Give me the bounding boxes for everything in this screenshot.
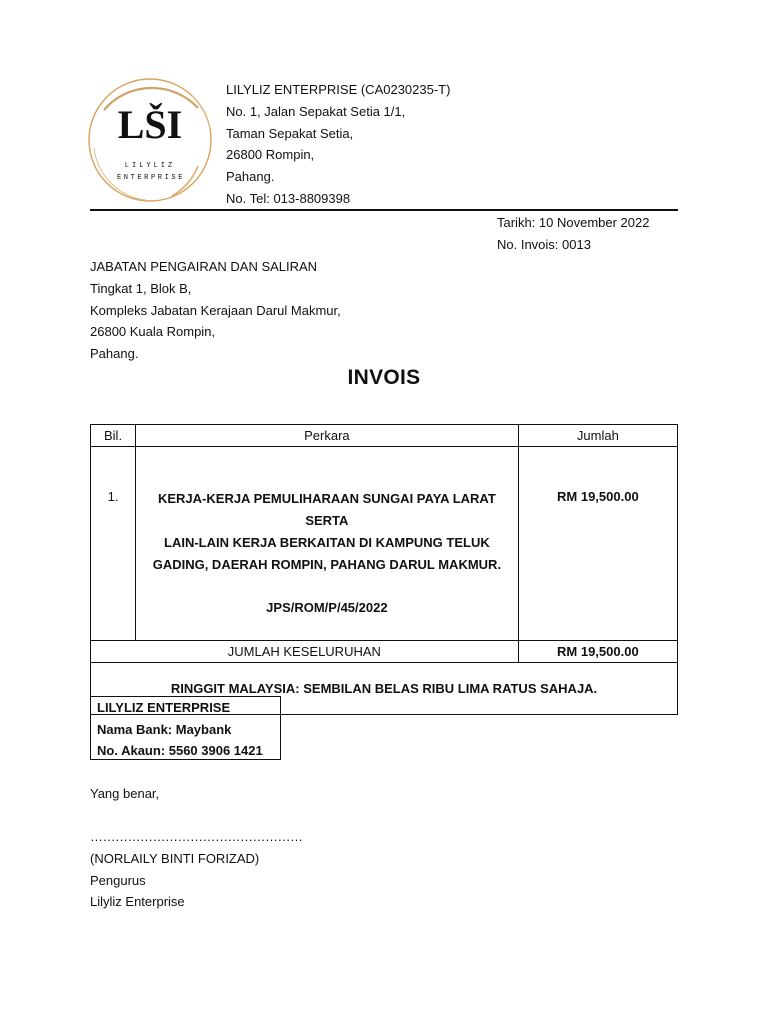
total-row [91, 641, 678, 663]
column-header-bil: Bil. [91, 425, 136, 447]
recipient-name: JABATAN PENGAIRAN DAN SALIRAN [90, 259, 318, 274]
recipient-address [90, 256, 341, 365]
logo-text-line2: ENTERPRISE [116, 174, 186, 182]
signatory-position: Pengurus [90, 872, 146, 888]
item-description [136, 447, 519, 641]
amount-in-words: RINGGIT MALAYSIA: SEMBILAN BELAS RIBU LIMA RATUS SAHAJA. [91, 663, 678, 715]
item-amount: RM 19,500.00 [518, 447, 677, 641]
signature-line: …………………………………………… [90, 829, 303, 844]
company-address-line: Pahang. [226, 169, 275, 185]
invoice-date: Tarikh: 10 November 2022 [497, 215, 650, 230]
item-description-line: KERJA-KERJA PEMULIHARAAN SUNGAI PAYA LARAT SERTA [157, 491, 496, 528]
document-title: INVOIS [347, 366, 421, 389]
company-name: LILYLIZ ENTERPRISE (CA0230235-T) [226, 82, 451, 97]
closing-salutation: Yang benar, [90, 786, 160, 801]
signature-block [90, 826, 303, 913]
header-divider [90, 209, 678, 211]
table-row [91, 447, 678, 641]
bank-details-box [90, 696, 281, 760]
bank-account-name: LILYLIZ ENTERPRISE [97, 700, 231, 715]
signatory-company: Lilyliz Enterprise [90, 894, 185, 910]
invoice-meta [497, 212, 649, 256]
recipient-address-line: Tingkat 1, Blok B, [90, 280, 192, 296]
total-label: JUMLAH KESELURUHAN [91, 641, 519, 663]
invoice-table [90, 424, 678, 715]
signatory-name: (NORLAILY BINTI FORIZAD) [90, 850, 260, 866]
item-reference: JPS/ROM/P/45/2022 [266, 600, 388, 615]
bank-account-number: No. Akaun: 5560 3906 1421 [97, 743, 263, 759]
logo-text-line1: LILYLIZ [124, 162, 176, 170]
company-logo [80, 70, 220, 210]
recipient-address-line: Pahang. [90, 346, 139, 362]
recipient-address-line: Kompleks Jabatan Kerajaan Darul Makmur, [90, 302, 341, 318]
logo-monogram: LŠI [117, 102, 183, 147]
company-details [226, 79, 450, 210]
logo-ring-graphic [80, 70, 220, 210]
company-phone: No. Tel: 013-8809398 [226, 190, 351, 206]
company-address-line: No. 1, Jalan Sepakat Setia 1/1, [226, 103, 406, 119]
item-number: 1. [91, 447, 136, 641]
item-description-line: LAIN-LAIN KERJA BERKAITAN DI KAMPUNG TELUK [164, 535, 490, 550]
company-address-line: 26800 Rompin, [226, 147, 315, 163]
invoice-number: No. Invois: 0013 [497, 236, 591, 252]
item-description-line: GADING, DAERAH ROMPIN, PAHANG DARUL MAKMUR. [152, 557, 502, 572]
column-header-jumlah: Jumlah [518, 425, 677, 447]
company-address-line: Taman Sepakat Setia, [226, 125, 354, 141]
column-header-perkara: Perkara [136, 425, 519, 447]
bank-name: Nama Bank: Maybank [97, 721, 232, 737]
recipient-address-line: 26800 Kuala Rompin, [90, 324, 216, 340]
table-header-row [91, 425, 678, 447]
total-amount: RM 19,500.00 [518, 641, 677, 663]
